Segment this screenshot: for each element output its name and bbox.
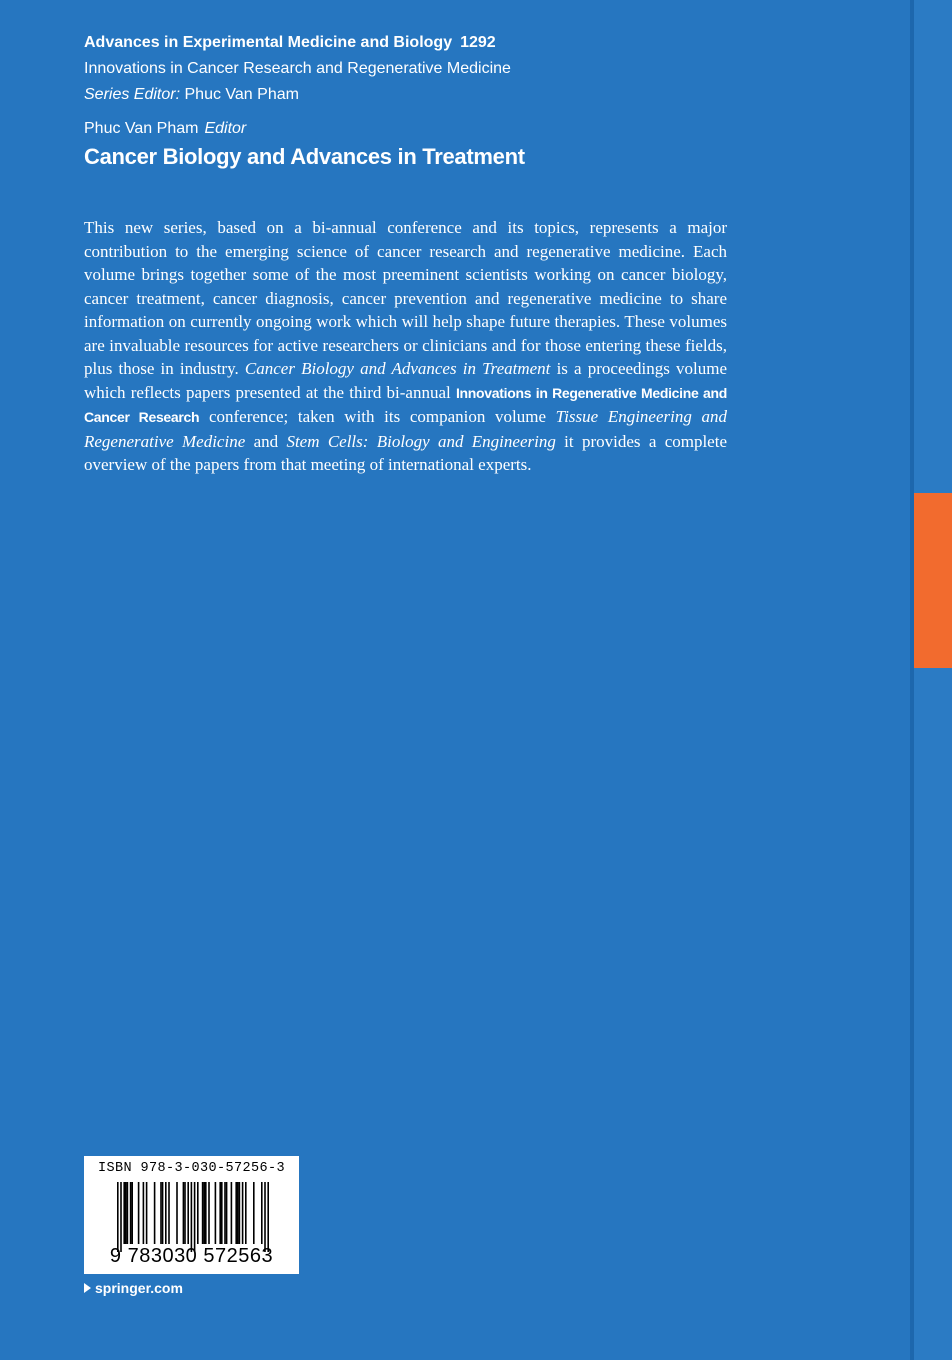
series-editor-label: Series Editor: bbox=[84, 86, 181, 103]
barcode-bar bbox=[226, 1182, 228, 1244]
series-editor-name: Phuc Van Pham bbox=[184, 86, 299, 103]
barcode-bar bbox=[168, 1182, 170, 1244]
barcode-bar bbox=[235, 1182, 237, 1244]
isbn-label: ISBN 978-3-030-57256-3 bbox=[97, 1161, 286, 1176]
barcode-bar bbox=[219, 1182, 221, 1244]
barcode-bar bbox=[162, 1182, 164, 1244]
blurb-conference-name: Innovations in Regenerative Medicine and Cancer Research bbox=[84, 384, 727, 425]
barcode-bar bbox=[127, 1182, 129, 1244]
blurb-book-title: Cancer Biology and Advances in Treatment bbox=[244, 359, 551, 378]
barcode-bar bbox=[224, 1182, 226, 1244]
blurb-text-1: This new series, based on a bi-annual conference and its topics, represents a major contribution to the emerging science of cancer research and regenerative medicine. Each volume brings together some of the most preeminent scientists working on cancer biology, cancer treatment, cancer diagnosis, cancer prevention and regenerative medicine to share information on currently ongoing work which will help shape future therapies. These volumes are invaluable resources for active researchers or clinicians and for those entering these fields, plus those in industry. bbox=[84, 218, 727, 378]
barcode-bar bbox=[117, 1182, 119, 1252]
blurb-text-4: and bbox=[253, 431, 279, 451]
barcode-bar bbox=[208, 1182, 210, 1244]
book-description bbox=[84, 216, 727, 477]
barcode-bar bbox=[239, 1182, 241, 1244]
barcode-bar bbox=[165, 1182, 167, 1244]
barcode-bar bbox=[237, 1182, 239, 1244]
barcode-bar bbox=[242, 1182, 244, 1244]
series-title: Advances in Experimental Medicine and Biology bbox=[84, 34, 453, 51]
barcode-bar bbox=[205, 1182, 207, 1244]
isbn-barcode bbox=[84, 1156, 299, 1274]
blurb-text-3: conference; taken with its companion volume bbox=[208, 407, 547, 426]
blurb-text-5: it provides a complete overview of the papers from that meeting of international experts. bbox=[84, 431, 727, 474]
barcode-bar bbox=[202, 1182, 204, 1244]
barcode-bar bbox=[143, 1182, 145, 1244]
barcode-bar bbox=[231, 1182, 233, 1244]
series-editor-line bbox=[84, 82, 884, 108]
barcode-bar bbox=[123, 1182, 125, 1244]
barcode-bar bbox=[130, 1182, 132, 1244]
barcode-bar bbox=[154, 1182, 156, 1244]
series-number: 1292 bbox=[460, 34, 496, 51]
blurb-companion-1: Tissue Engineering and Regenerative Medicine bbox=[84, 407, 728, 451]
barcode-bar bbox=[125, 1182, 127, 1244]
editor-line bbox=[84, 118, 884, 140]
barcode-bar bbox=[253, 1182, 255, 1244]
barcode-bar bbox=[191, 1182, 193, 1252]
barcode-digits: 9 783030 572563 bbox=[109, 1245, 274, 1267]
barcode-bar bbox=[183, 1182, 185, 1244]
barcode-bar bbox=[160, 1182, 162, 1244]
book-spine bbox=[914, 0, 952, 1360]
arrow-right-icon bbox=[84, 1283, 91, 1293]
barcode-bar bbox=[131, 1182, 133, 1244]
barcode-bar bbox=[215, 1182, 217, 1244]
blurb-text-2: is a proceedings volume which reflects papers presented at the third bi-annual bbox=[84, 359, 728, 402]
subseries-title: Innovations in Cancer Research and Regenerative Medicine bbox=[84, 60, 511, 77]
publisher-link[interactable] bbox=[84, 1278, 183, 1298]
barcode-bar bbox=[184, 1182, 186, 1244]
barcode-bar bbox=[197, 1182, 199, 1244]
blurb-companion-2: Stem Cells: Biology and Engineering bbox=[286, 431, 556, 451]
spine-color-tab bbox=[914, 493, 952, 668]
barcode-bar bbox=[194, 1182, 196, 1252]
barcode-bar bbox=[138, 1182, 140, 1244]
cover-header bbox=[84, 30, 884, 172]
barcode-bar bbox=[187, 1182, 189, 1244]
publisher-link-text: springer.com bbox=[95, 1280, 183, 1296]
series-line bbox=[84, 30, 884, 56]
barcode-bar bbox=[221, 1182, 223, 1244]
barcode-bar bbox=[146, 1182, 148, 1244]
barcode-bar bbox=[261, 1182, 263, 1244]
book-title: Cancer Biology and Advances in Treatment bbox=[84, 144, 525, 169]
editor-name: Phuc Van Pham bbox=[84, 120, 199, 137]
barcode-bar bbox=[267, 1182, 269, 1252]
editor-role: Editor bbox=[204, 120, 247, 137]
barcode-bar bbox=[120, 1182, 122, 1252]
barcode-bar bbox=[176, 1182, 178, 1244]
barcode-bar bbox=[203, 1182, 205, 1244]
barcode-bar bbox=[264, 1182, 266, 1252]
barcode-bar bbox=[245, 1182, 247, 1244]
